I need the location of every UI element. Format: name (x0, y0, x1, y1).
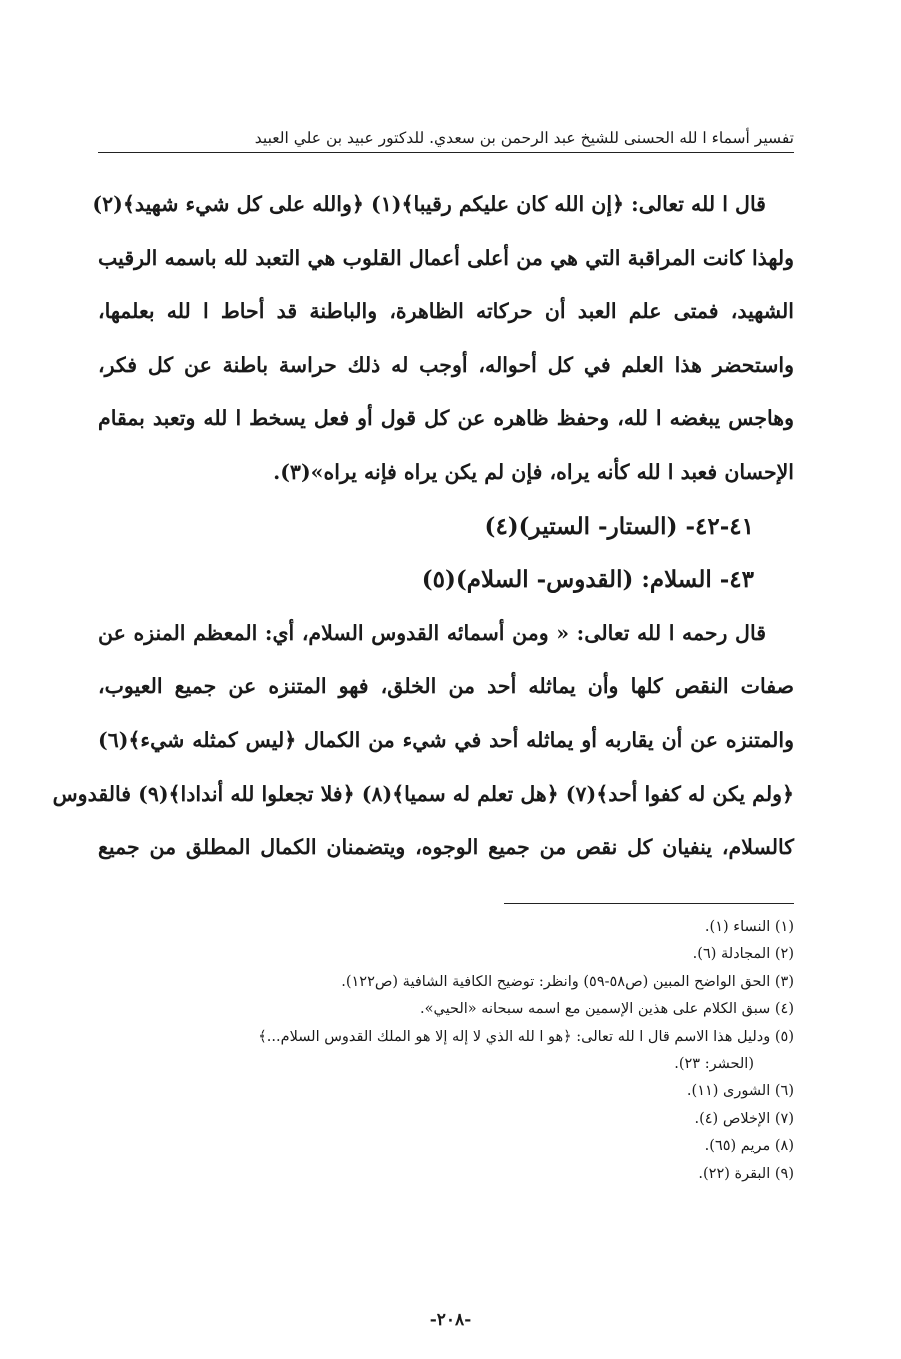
text-line-10: ﴿ولم يكن له كفوا أحد﴾(٧) ﴿هل تعلم له سميا﴾(٨) ﴿فلا تجعلوا لله أندادا﴾(٩) فالقدوس (52, 781, 794, 806)
footnote-5: (٥) ودليل هذا الاسم قال ا لله تعالى: ﴿هو ا لله الذي لا إله إلا هو الملك القدوس السلام...﴾ (258, 1028, 794, 1045)
footnote-2: (٢) المجادلة (٦). (692, 946, 794, 963)
section-heading-41-42: ٤١-٤٢- (الستار- الستير)(٤) (484, 512, 754, 540)
header-divider (98, 152, 794, 153)
footnote-7: (٧) الإخلاص (٤). (694, 1110, 794, 1127)
footnote-1: (١) النساء (١). (704, 919, 794, 935)
footnote-6: (٦) الشورى (١١). (686, 1083, 794, 1100)
footnote-divider (504, 903, 794, 904)
footnote-4: (٤) سبق الكلام على هذين الإسمين مع اسمه سبحانه «الحيي». (420, 1001, 794, 1018)
text-line-11: كالسلام، ينفيان كل نقص من جميع الوجوه، ويتضمنان الكمال المطلق من جميع (98, 835, 794, 860)
text-line-6: الإحسان فعبد ا لله كأنه يراه، فإن لم يكن يراه فإنه يراه»(٣). (273, 459, 794, 484)
text-line-7: قال رحمه ا لله تعالى: « ومن أسمائه القدوس السلام، أي: المعظم المنزه عن (98, 620, 766, 645)
text-line-1: قال ا لله تعالى: ﴿إن الله كان عليكم رقيبا﴾(١) ﴿والله على كل شيء شهيد﴾(٢) (92, 192, 766, 216)
running-header: تفسير أسماء ا لله الحسنى للشيخ عبد الرحمن بن سعدي. للدكتور عبيد بن علي العبيد (254, 129, 794, 147)
footnote-3: (٣) الحق الواضح المبين (ص٥٨-٥٩) وانظر: توضيح الكافية الشافية (ص١٢٢). (341, 973, 794, 990)
footnote-5-continuation: (الحشر: ٢٣). (674, 1055, 754, 1072)
text-line-8: صفات النقص كلها وأن يماثله أحد من الخلق، فهو المتنزه عن جميع العيوب، (98, 674, 794, 699)
text-line-2: ولهذا كانت المراقبة التي هي من أعلى أعمال القلوب هي التعبد لله باسمه الرقيب (98, 245, 794, 270)
section-heading-43: ٤٣- السلام: (القدوس- السلام)(٥) (421, 566, 754, 594)
footnote-9: (٩) البقرة (٢٢). (698, 1165, 794, 1182)
text-line-5: وهاجس يبغضه ا لله، وحفظ ظاهره عن كل قول أو فعل يسخط ا لله وتعبد بمقام (98, 406, 794, 431)
text-line-9: والمتنزه عن أن يقاربه أو يماثله أحد في شيء من الكمال ﴿ليس كمثله شيء﴾(٦) (98, 727, 794, 752)
footnote-8: (٨) مريم (٦٥). (704, 1138, 794, 1155)
text-line-4: واستحضر هذا العلم في كل أحواله، أوجب له ذلك حراسة باطنة عن كل فكر، (98, 352, 794, 377)
text-line-3: الشهيد، فمتى علم العبد أن حركاته الظاهرة، والباطنة قد أحاط ا لله بعلمها، (98, 299, 794, 324)
main-text (52, 178, 794, 875)
page-number: -٢٠٨- (429, 1310, 472, 1330)
footnotes (98, 914, 794, 1188)
